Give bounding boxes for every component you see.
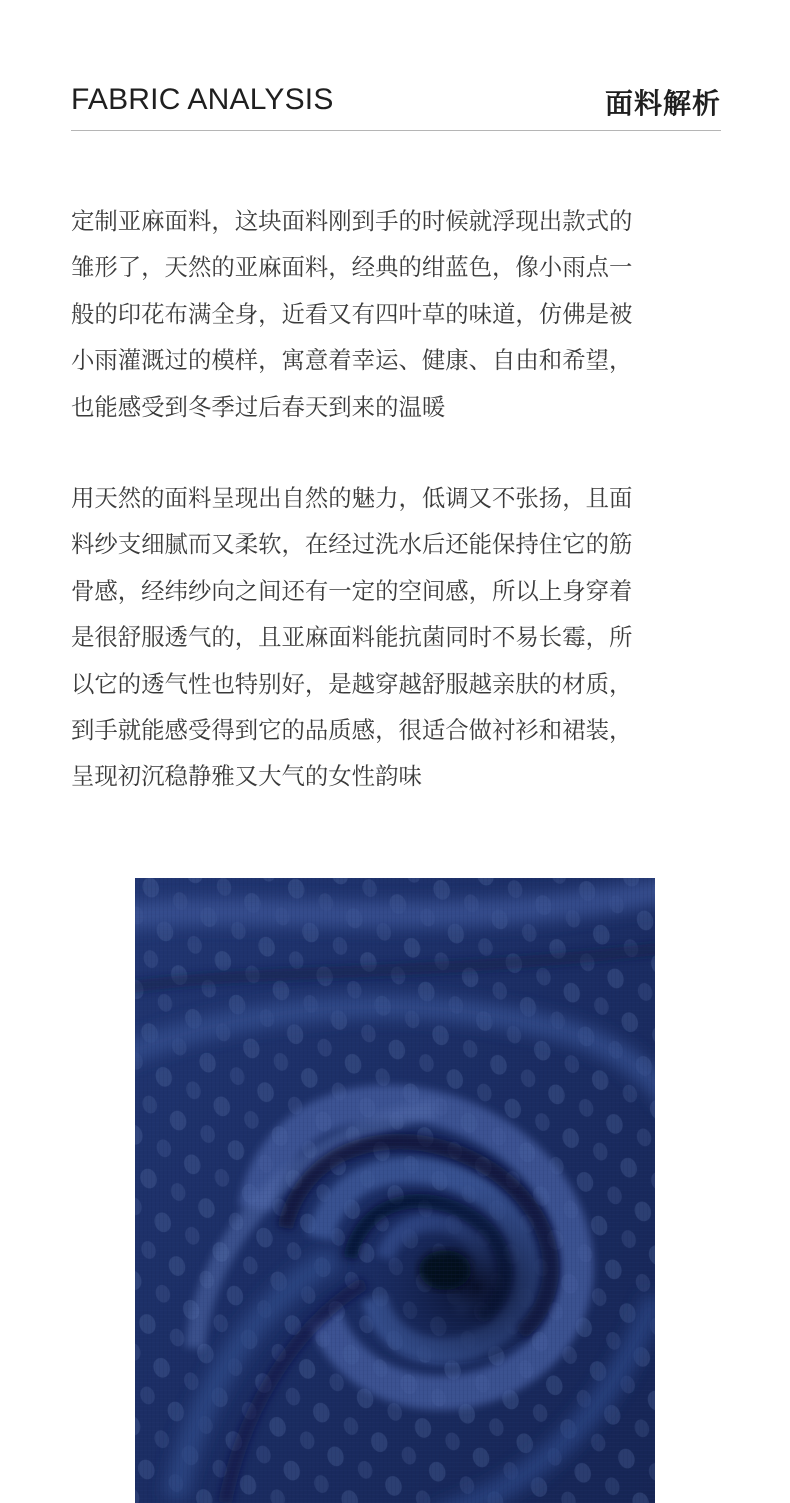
- paragraph-line: 小雨灌溉过的模样，寓意着幸运、健康、自由和希望，: [71, 346, 633, 375]
- fabric-photo: [135, 878, 655, 1503]
- section-title-en: FABRIC ANALYSIS: [71, 83, 334, 116]
- paragraph-line: 定制亚麻面料，这块面料刚到手的时候就浮现出款式的: [71, 207, 633, 235]
- paragraph-line: 是很舒服透气的，且亚麻面料能抗菌同时不易长霉，所: [71, 623, 633, 652]
- paragraph-line: 呈现初沉稳静雅又大气的女性韵味: [71, 762, 422, 791]
- paragraph-line: 般的印花布满全身，近看又有四叶草的味道，仿佛是被: [71, 299, 633, 328]
- paragraph-line: 以它的透气性也特别好，是越穿越舒服越亲肤的材质，: [71, 669, 633, 698]
- section-header: [71, 78, 721, 131]
- paragraph-line: 雏形了，天然的亚麻面料，经典的绀蓝色，像小雨点一: [71, 253, 633, 282]
- section-title-cn: 面料解析: [604, 87, 721, 120]
- description-paragraph-1: [71, 198, 721, 430]
- paragraph-line: 骨感，经纬纱向之间还有一定的空间感，所以上身穿着: [71, 576, 633, 605]
- paragraph-line: 用天然的面料呈现出自然的魅力，低调又不张扬，且面: [71, 484, 633, 512]
- paragraph-line: 也能感受到冬季过后春天到来的温暖: [71, 392, 446, 421]
- paragraph-line: 到手就能感受得到它的品质感，很适合做衬衫和裙装，: [71, 716, 633, 745]
- description-paragraph-2: [71, 475, 721, 800]
- paragraph-line: 料纱支细腻而又柔软，在经过洗水后还能保持住它的筋: [71, 530, 633, 559]
- fabric-swirl-illustration: [135, 878, 655, 1503]
